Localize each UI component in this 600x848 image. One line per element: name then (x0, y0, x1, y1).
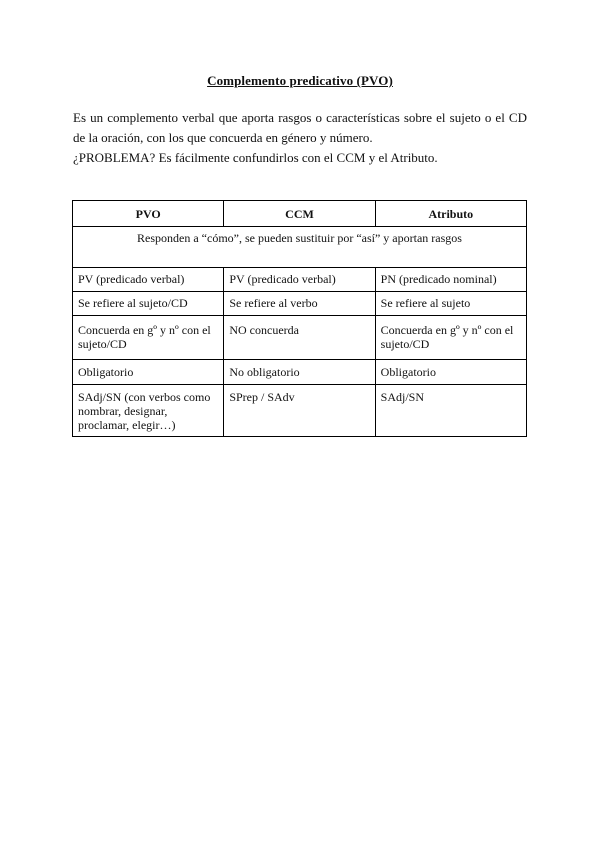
intro-paragraph-definition: Es un complemento verbal que aporta rasgos o características sobre el sujeto o el CD de la oración, con los que concuerda en género y número. (73, 110, 527, 145)
table-header-row (73, 201, 527, 227)
table-cell: SAdj/SN (con verbos como nombrar, designar, proclamar, elegir…) (73, 385, 224, 437)
table-cell: PV (predicado verbal) (224, 268, 375, 292)
header-pvo: PVO (73, 201, 224, 227)
page-title: Complemento predicativo (PVO) (207, 73, 393, 88)
table-cell: Se refiere al verbo (224, 292, 375, 316)
table-cell: Obligatorio (375, 360, 526, 385)
table-common-row (73, 227, 527, 268)
table-cell: Se refiere al sujeto/CD (73, 292, 224, 316)
table-cell: Concuerda en gº y nº con el sujeto/CD (73, 316, 224, 360)
table-row (73, 316, 527, 360)
table-row (73, 268, 527, 292)
table-cell: SAdj/SN (375, 385, 526, 437)
table-cell: Concuerda en gº y nº con el sujeto/CD (375, 316, 526, 360)
table-cell: Obligatorio (73, 360, 224, 385)
table-cell: Se refiere al sujeto (375, 292, 526, 316)
table-row (73, 292, 527, 316)
table-cell: NO concuerda (224, 316, 375, 360)
table-cell: No obligatorio (224, 360, 375, 385)
header-atributo: Atributo (375, 201, 526, 227)
table-cell: PV (predicado verbal) (73, 268, 224, 292)
table-row (73, 360, 527, 385)
header-ccm: CCM (224, 201, 375, 227)
table-cell: SPrep / SAdv (224, 385, 375, 437)
common-features-cell: Responden a “cómo”, se pueden sustituir por “así” y aportan rasgos (73, 227, 527, 268)
table-cell: PN (predicado nominal) (375, 268, 526, 292)
intro-paragraph-problem: ¿PROBLEMA? Es fácilmente confundirlos con el CCM y el Atributo. (73, 150, 438, 165)
table-row (73, 385, 527, 437)
comparison-table (72, 200, 527, 437)
intro-text (73, 108, 527, 168)
